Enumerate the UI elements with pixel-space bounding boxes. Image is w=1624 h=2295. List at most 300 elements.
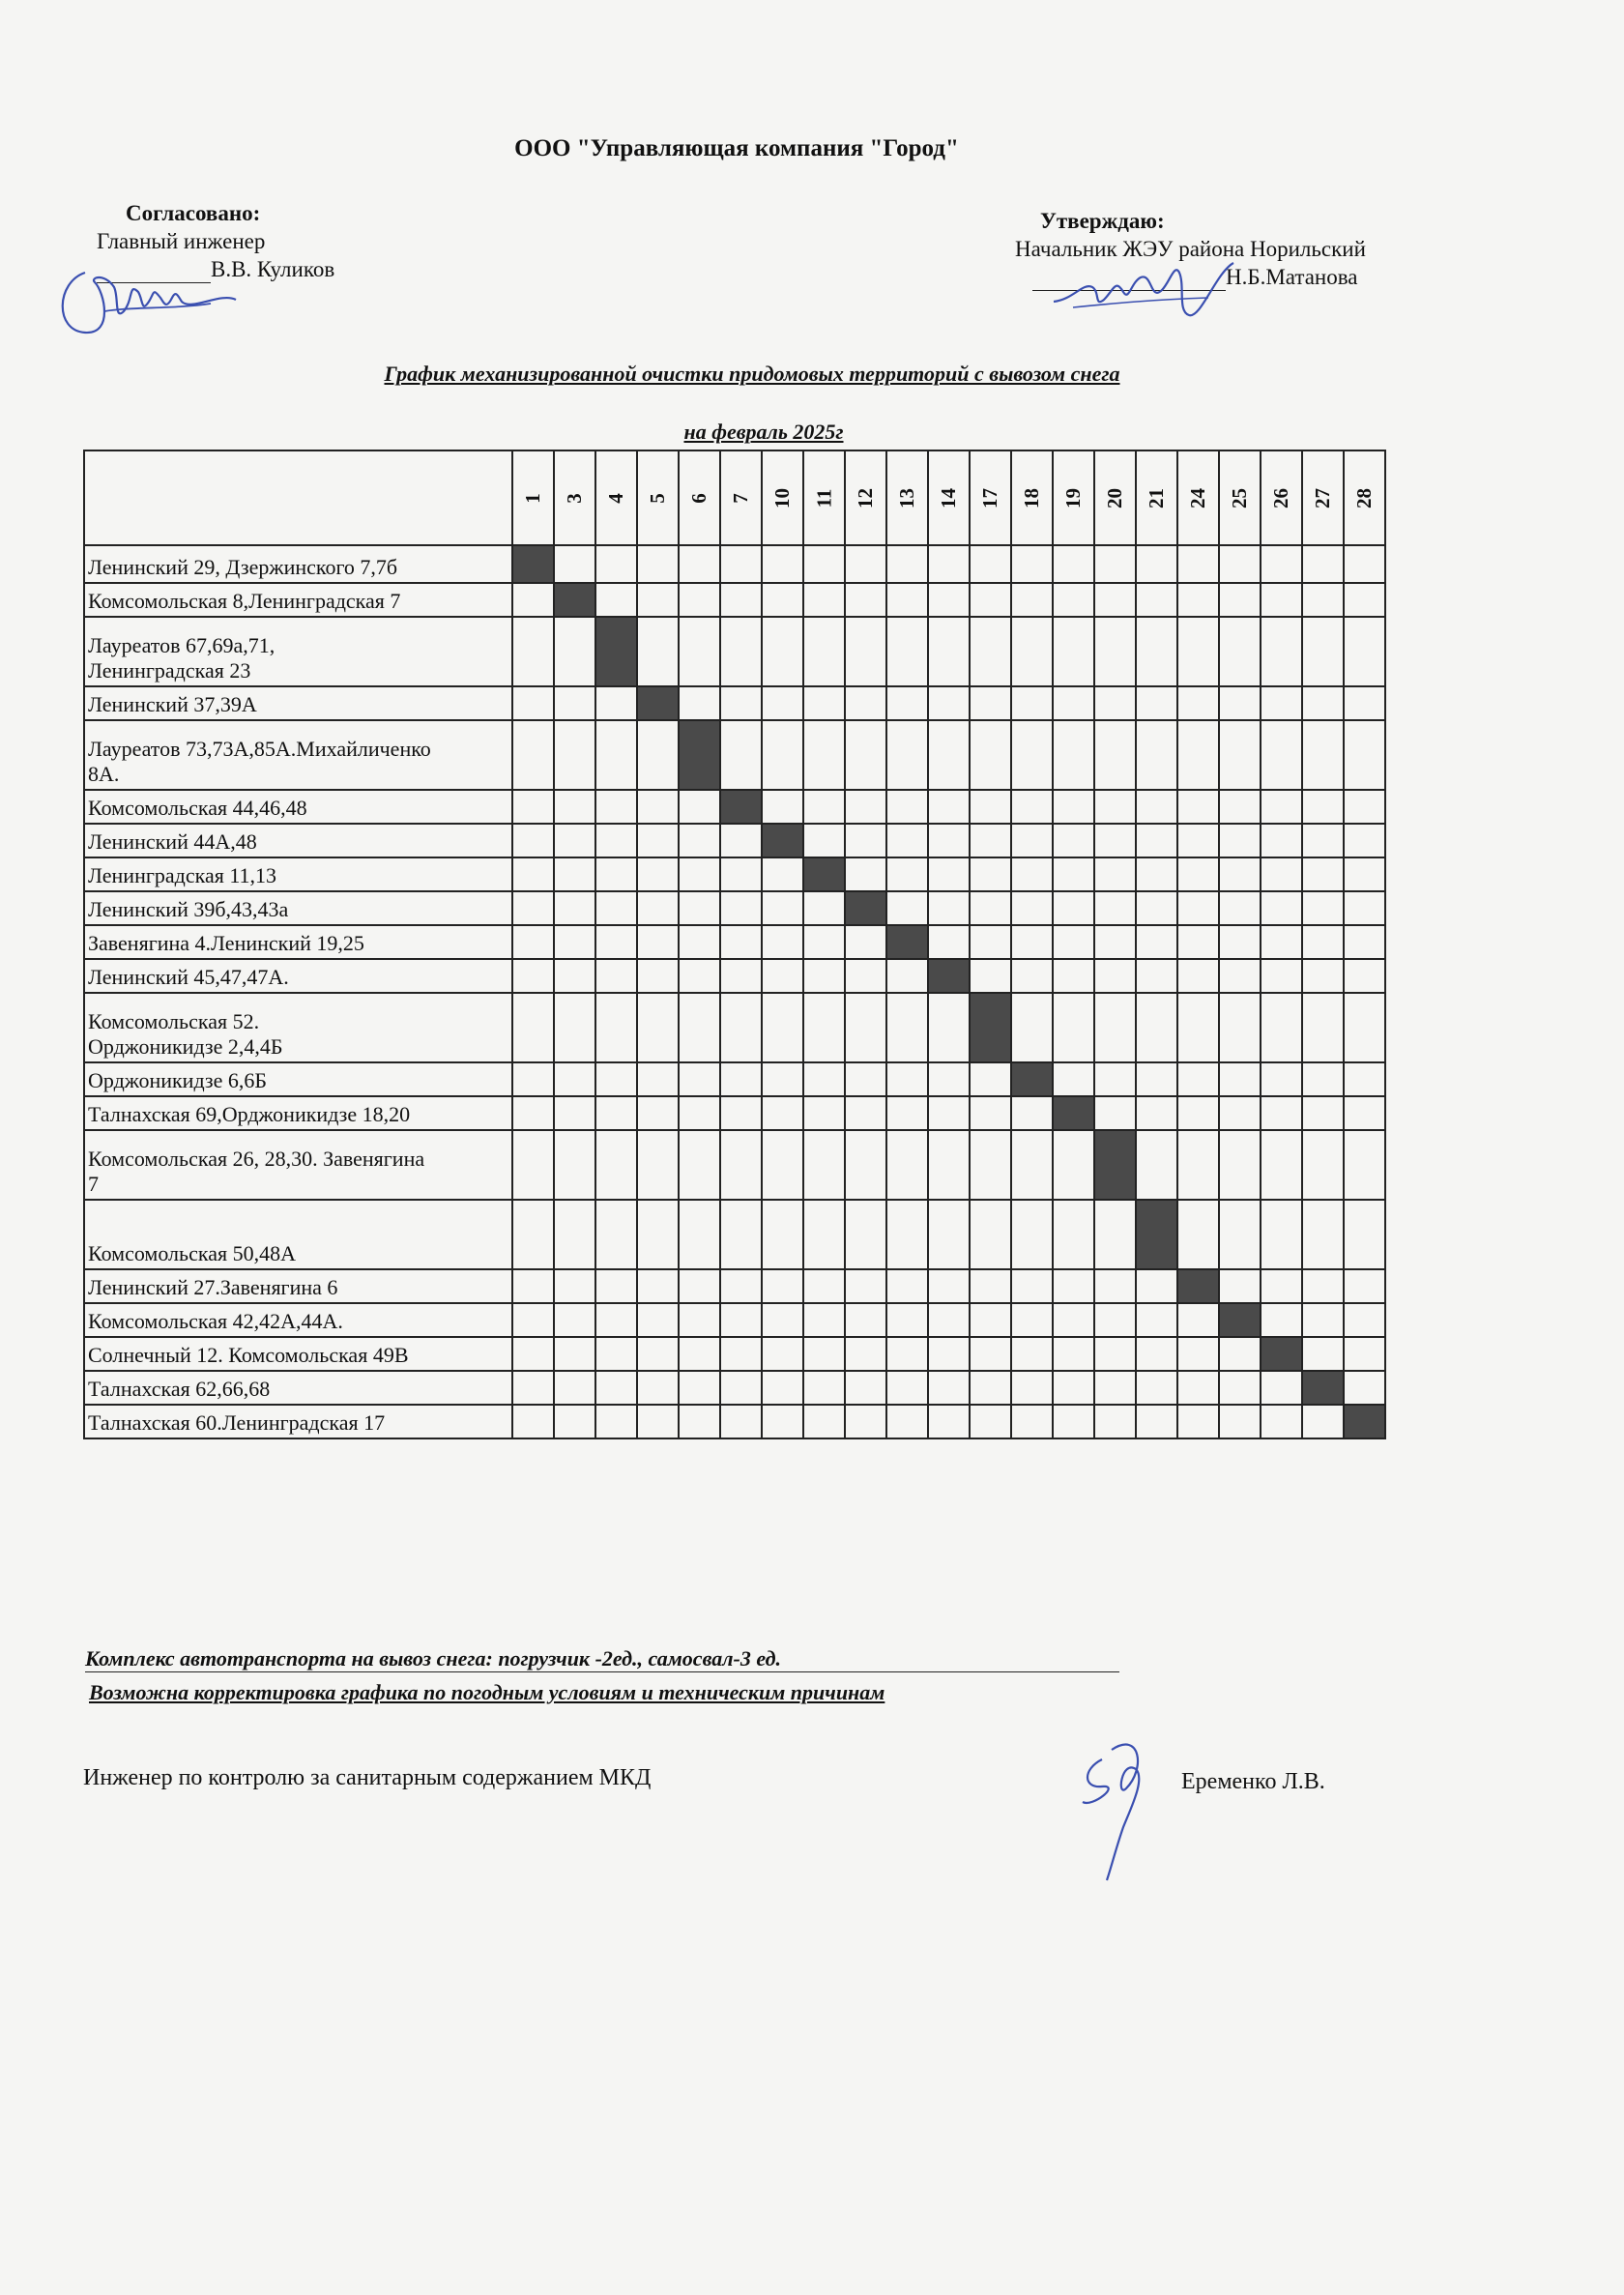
day-cell — [595, 545, 637, 583]
day-cell — [803, 1200, 845, 1269]
day-cell — [845, 583, 886, 617]
day-cell — [886, 1200, 928, 1269]
day-cell — [1344, 720, 1385, 790]
scheduled-day-cell — [1261, 1337, 1302, 1371]
scheduled-day-cell — [595, 617, 637, 686]
day-cell — [720, 720, 762, 790]
day-cell — [1177, 720, 1219, 790]
day-cell — [1302, 1096, 1344, 1130]
day-cell — [762, 959, 803, 993]
day-cell — [1177, 617, 1219, 686]
day-cell — [679, 824, 720, 857]
day-cell — [803, 891, 845, 925]
day-cell — [1136, 1371, 1177, 1405]
day-cell — [554, 925, 595, 959]
day-cell — [1219, 993, 1261, 1062]
day-cell — [886, 1269, 928, 1303]
address-cell: Комсомольская 8,Ленинградская 7 — [84, 583, 512, 617]
day-cell — [1136, 617, 1177, 686]
schedule-row — [84, 1062, 1385, 1096]
day-cell — [720, 1062, 762, 1096]
day-cell — [762, 857, 803, 891]
day-cell — [970, 1062, 1011, 1096]
day-cell — [1136, 1130, 1177, 1200]
day-cell — [595, 959, 637, 993]
day-cell — [1344, 1303, 1385, 1337]
day-header-25 — [1219, 450, 1261, 545]
day-cell — [554, 617, 595, 686]
schedule-row — [84, 1405, 1385, 1438]
day-cell — [762, 545, 803, 583]
day-header-7 — [720, 450, 762, 545]
day-cell — [1136, 790, 1177, 824]
day-cell — [886, 1130, 928, 1200]
day-cell — [928, 1337, 970, 1371]
day-cell — [1177, 1303, 1219, 1337]
day-cell — [679, 891, 720, 925]
day-label: 13 — [895, 487, 918, 508]
schedule-row — [84, 545, 1385, 583]
scheduled-day-cell — [928, 959, 970, 993]
day-cell — [1011, 959, 1053, 993]
approve-name: Н.Б.Матанова — [1226, 265, 1358, 289]
address-cell: Завенягина 4.Ленинский 19,25 — [84, 925, 512, 959]
day-cell — [512, 925, 554, 959]
day-cell — [970, 824, 1011, 857]
address-cell: Орджоникидзе 6,6Б — [84, 1062, 512, 1096]
day-header-20 — [1094, 450, 1136, 545]
day-cell — [595, 925, 637, 959]
day-cell — [970, 857, 1011, 891]
day-cell — [928, 1405, 970, 1438]
day-cell — [720, 1130, 762, 1200]
day-cell — [1136, 1096, 1177, 1130]
day-cell — [1177, 1200, 1219, 1269]
day-cell — [595, 1405, 637, 1438]
day-cell — [886, 617, 928, 686]
day-cell — [803, 1096, 845, 1130]
day-header-13 — [886, 450, 928, 545]
day-cell — [1219, 959, 1261, 993]
address-cell: Ленинский 44А,48 — [84, 824, 512, 857]
day-cell — [1094, 824, 1136, 857]
day-cell — [886, 545, 928, 583]
day-cell — [803, 720, 845, 790]
address-cell: Комсомольская 42,42А,44А. — [84, 1303, 512, 1337]
day-cell — [1219, 583, 1261, 617]
day-label: 4 — [604, 492, 627, 504]
day-cell — [1094, 959, 1136, 993]
day-cell — [1344, 583, 1385, 617]
day-cell — [845, 993, 886, 1062]
day-cell — [762, 1096, 803, 1130]
schedule-row — [84, 1200, 1385, 1269]
day-cell — [1011, 1371, 1053, 1405]
day-cell — [679, 857, 720, 891]
day-cell — [1261, 891, 1302, 925]
day-cell — [1261, 720, 1302, 790]
day-cell — [512, 1269, 554, 1303]
day-header-1 — [512, 450, 554, 545]
day-cell — [1177, 1096, 1219, 1130]
day-cell — [886, 1062, 928, 1096]
day-label: 26 — [1269, 487, 1292, 508]
day-cell — [803, 959, 845, 993]
day-cell — [928, 993, 970, 1062]
day-cell — [970, 790, 1011, 824]
day-cell — [1053, 720, 1094, 790]
scheduled-day-cell — [803, 857, 845, 891]
day-cell — [970, 617, 1011, 686]
day-cell — [762, 1062, 803, 1096]
day-cell — [1053, 1303, 1094, 1337]
day-cell — [1344, 790, 1385, 824]
day-cell — [1053, 824, 1094, 857]
day-cell — [970, 1096, 1011, 1130]
day-cell — [1302, 891, 1344, 925]
day-cell — [970, 1303, 1011, 1337]
day-cell — [1053, 891, 1094, 925]
day-cell — [1094, 720, 1136, 790]
day-header-18 — [1011, 450, 1053, 545]
day-cell — [512, 1371, 554, 1405]
day-cell — [637, 1130, 679, 1200]
day-cell — [512, 1303, 554, 1337]
day-cell — [595, 1303, 637, 1337]
day-cell — [1219, 1062, 1261, 1096]
schedule-row — [84, 993, 1385, 1062]
day-cell — [1261, 824, 1302, 857]
day-cell — [1219, 1096, 1261, 1130]
day-cell — [845, 1269, 886, 1303]
day-cell — [595, 583, 637, 617]
agreed-name: В.В. Куликов — [211, 257, 335, 281]
day-cell — [1053, 1337, 1094, 1371]
scheduled-day-cell — [554, 583, 595, 617]
day-cell — [928, 583, 970, 617]
day-header-21 — [1136, 450, 1177, 545]
day-cell — [762, 1303, 803, 1337]
day-header-17 — [970, 450, 1011, 545]
scheduled-day-cell — [886, 925, 928, 959]
day-cell — [679, 545, 720, 583]
day-cell — [1177, 545, 1219, 583]
day-cell — [1261, 686, 1302, 720]
day-cell — [720, 1371, 762, 1405]
day-cell — [928, 686, 970, 720]
day-label: 12 — [854, 487, 877, 508]
day-cell — [595, 857, 637, 891]
day-cell — [512, 891, 554, 925]
day-cell — [1011, 1200, 1053, 1269]
day-cell — [1344, 891, 1385, 925]
address-cell: Комсомольская 26, 28,30. Завенягина 7 — [84, 1130, 512, 1200]
day-cell — [1177, 583, 1219, 617]
scheduled-day-cell — [637, 686, 679, 720]
day-cell — [886, 1096, 928, 1130]
address-cell: Талнахская 69,Орджоникидзе 18,20 — [84, 1096, 512, 1130]
day-cell — [1136, 1405, 1177, 1438]
day-cell — [1219, 1130, 1261, 1200]
transport-note: Комплекс автотранспорта на вывоз снега: погрузчик -2ед., самосвал-3 ед. — [85, 1646, 1119, 1672]
day-cell — [1177, 925, 1219, 959]
day-cell — [637, 1303, 679, 1337]
agreed-position: Главный инженер — [97, 229, 266, 253]
day-cell — [1094, 1405, 1136, 1438]
schedule-row — [84, 1096, 1385, 1130]
day-cell — [803, 583, 845, 617]
day-cell — [595, 1269, 637, 1303]
day-cell — [1302, 959, 1344, 993]
day-cell — [1302, 583, 1344, 617]
day-cell — [762, 617, 803, 686]
day-cell — [637, 1405, 679, 1438]
day-cell — [554, 1200, 595, 1269]
day-cell — [720, 1303, 762, 1337]
day-cell — [595, 1096, 637, 1130]
day-cell — [512, 1096, 554, 1130]
day-cell — [886, 824, 928, 857]
day-cell — [637, 1062, 679, 1096]
schedule-table — [83, 450, 1386, 1439]
day-cell — [928, 857, 970, 891]
address-cell: Ленинский 29, Дзержинского 7,7б — [84, 545, 512, 583]
corner-cell — [84, 450, 512, 545]
day-cell — [1261, 1303, 1302, 1337]
day-cell — [1302, 1062, 1344, 1096]
day-cell — [512, 790, 554, 824]
day-cell — [970, 1371, 1011, 1405]
day-cell — [1219, 1371, 1261, 1405]
day-label: 3 — [563, 492, 586, 504]
day-cell — [637, 891, 679, 925]
day-label: 20 — [1103, 487, 1126, 508]
day-cell — [512, 1200, 554, 1269]
day-label: 19 — [1061, 487, 1085, 508]
day-cell — [762, 891, 803, 925]
day-cell — [720, 824, 762, 857]
day-cell — [679, 1269, 720, 1303]
day-cell — [1261, 1269, 1302, 1303]
day-cell — [554, 1405, 595, 1438]
day-cell — [1136, 720, 1177, 790]
day-cell — [512, 583, 554, 617]
day-cell — [928, 1269, 970, 1303]
day-cell — [554, 857, 595, 891]
day-label: 7 — [729, 492, 752, 504]
day-cell — [928, 824, 970, 857]
day-cell — [1011, 545, 1053, 583]
day-header-3 — [554, 450, 595, 545]
address-cell: Лауреатов 73,73А,85А.Михайличенко 8А. — [84, 720, 512, 790]
day-cell — [1261, 1405, 1302, 1438]
scheduled-day-cell — [1302, 1371, 1344, 1405]
day-cell — [637, 583, 679, 617]
day-cell — [679, 1200, 720, 1269]
day-cell — [679, 1062, 720, 1096]
day-cell — [803, 790, 845, 824]
schedule-row — [84, 959, 1385, 993]
day-cell — [1302, 824, 1344, 857]
day-cell — [845, 857, 886, 891]
scheduled-day-cell — [679, 720, 720, 790]
day-cell — [1053, 1371, 1094, 1405]
day-cell — [1053, 857, 1094, 891]
day-cell — [1136, 1269, 1177, 1303]
day-cell — [1136, 686, 1177, 720]
schedule-row — [84, 1303, 1385, 1337]
day-cell — [720, 925, 762, 959]
day-cell — [1344, 1096, 1385, 1130]
day-cell — [845, 686, 886, 720]
day-cell — [679, 790, 720, 824]
day-cell — [512, 857, 554, 891]
day-cell — [679, 1130, 720, 1200]
day-cell — [970, 1405, 1011, 1438]
day-cell — [1344, 857, 1385, 891]
day-cell — [803, 925, 845, 959]
day-cell — [1177, 1062, 1219, 1096]
day-cell — [1261, 545, 1302, 583]
day-cell — [1011, 824, 1053, 857]
day-label: 5 — [646, 492, 669, 504]
day-header-10 — [762, 450, 803, 545]
address-cell: Комсомольская 44,46,48 — [84, 790, 512, 824]
day-cell — [1219, 891, 1261, 925]
agreed-label: Согласовано: — [126, 201, 261, 225]
engineer-title: Инженер по контролю за санитарным содержанием МКД — [83, 1765, 652, 1790]
schedule-row — [84, 1337, 1385, 1371]
day-cell — [1177, 686, 1219, 720]
day-label: 27 — [1311, 487, 1334, 508]
scheduled-day-cell — [512, 545, 554, 583]
day-cell — [1302, 993, 1344, 1062]
day-cell — [1344, 1062, 1385, 1096]
day-cell — [512, 1405, 554, 1438]
day-cell — [1053, 583, 1094, 617]
day-header-12 — [845, 450, 886, 545]
day-cell — [1094, 891, 1136, 925]
day-cell — [554, 686, 595, 720]
signature-eremenko — [1063, 1721, 1179, 1885]
correction-note: Возможна корректировка графика по погодным условиям и техническим причинам — [89, 1680, 885, 1704]
day-cell — [554, 720, 595, 790]
day-cell — [1136, 1303, 1177, 1337]
day-cell — [1094, 1337, 1136, 1371]
day-cell — [970, 583, 1011, 617]
day-cell — [970, 1200, 1011, 1269]
day-cell — [803, 686, 845, 720]
day-cell — [1261, 1130, 1302, 1200]
day-cell — [637, 925, 679, 959]
address-cell: Ленинский 27.Завенягина 6 — [84, 1269, 512, 1303]
day-cell — [679, 959, 720, 993]
day-cell — [886, 959, 928, 993]
day-cell — [1053, 925, 1094, 959]
day-cell — [1344, 1269, 1385, 1303]
day-cell — [845, 959, 886, 993]
schedule-row — [84, 925, 1385, 959]
day-cell — [886, 720, 928, 790]
day-cell — [595, 1337, 637, 1371]
day-cell — [554, 959, 595, 993]
day-cell — [1177, 1405, 1219, 1438]
day-cell — [1261, 617, 1302, 686]
day-cell — [1053, 1200, 1094, 1269]
day-cell — [1344, 617, 1385, 686]
day-cell — [928, 1062, 970, 1096]
day-cell — [1261, 925, 1302, 959]
day-cell — [803, 824, 845, 857]
scheduled-day-cell — [1344, 1405, 1385, 1438]
day-cell — [595, 993, 637, 1062]
day-cell — [1094, 686, 1136, 720]
day-cell — [554, 545, 595, 583]
address-cell: Ленинский 37,39А — [84, 686, 512, 720]
day-cell — [1177, 891, 1219, 925]
day-cell — [720, 993, 762, 1062]
day-cell — [845, 1062, 886, 1096]
day-cell — [1094, 1269, 1136, 1303]
day-cell — [762, 1405, 803, 1438]
day-cell — [720, 1405, 762, 1438]
day-cell — [595, 1371, 637, 1405]
day-cell — [1011, 925, 1053, 959]
day-cell — [970, 720, 1011, 790]
schedule-title: График механизированной очистки придомовых территорий с вывозом снега — [384, 362, 1120, 386]
day-cell — [1344, 1337, 1385, 1371]
day-cell — [1302, 1130, 1344, 1200]
day-cell — [512, 617, 554, 686]
day-cell — [679, 993, 720, 1062]
day-cell — [762, 1269, 803, 1303]
day-cell — [1136, 1337, 1177, 1371]
day-cell — [554, 891, 595, 925]
day-cell — [762, 686, 803, 720]
day-cell — [845, 545, 886, 583]
day-cell — [845, 1200, 886, 1269]
day-cell — [762, 583, 803, 617]
day-cell — [970, 1130, 1011, 1200]
day-cell — [845, 1337, 886, 1371]
day-cell — [720, 891, 762, 925]
day-cell — [970, 686, 1011, 720]
day-cell — [1177, 1130, 1219, 1200]
day-cell — [1261, 959, 1302, 993]
day-cell — [595, 686, 637, 720]
day-cell — [1302, 790, 1344, 824]
day-cell — [1219, 686, 1261, 720]
day-cell — [1177, 1337, 1219, 1371]
day-cell — [679, 686, 720, 720]
day-cell — [679, 1337, 720, 1371]
day-cell — [1011, 617, 1053, 686]
day-cell — [595, 1130, 637, 1200]
day-cell — [554, 1303, 595, 1337]
day-cell — [1053, 617, 1094, 686]
day-cell — [1177, 993, 1219, 1062]
day-cell — [1053, 1130, 1094, 1200]
day-cell — [637, 959, 679, 993]
day-cell — [720, 617, 762, 686]
day-cell — [1136, 925, 1177, 959]
schedule-row — [84, 1130, 1385, 1200]
day-cell — [554, 1371, 595, 1405]
day-cell — [1177, 790, 1219, 824]
day-cell — [595, 1062, 637, 1096]
day-cell — [762, 1200, 803, 1269]
day-cell — [845, 1303, 886, 1337]
